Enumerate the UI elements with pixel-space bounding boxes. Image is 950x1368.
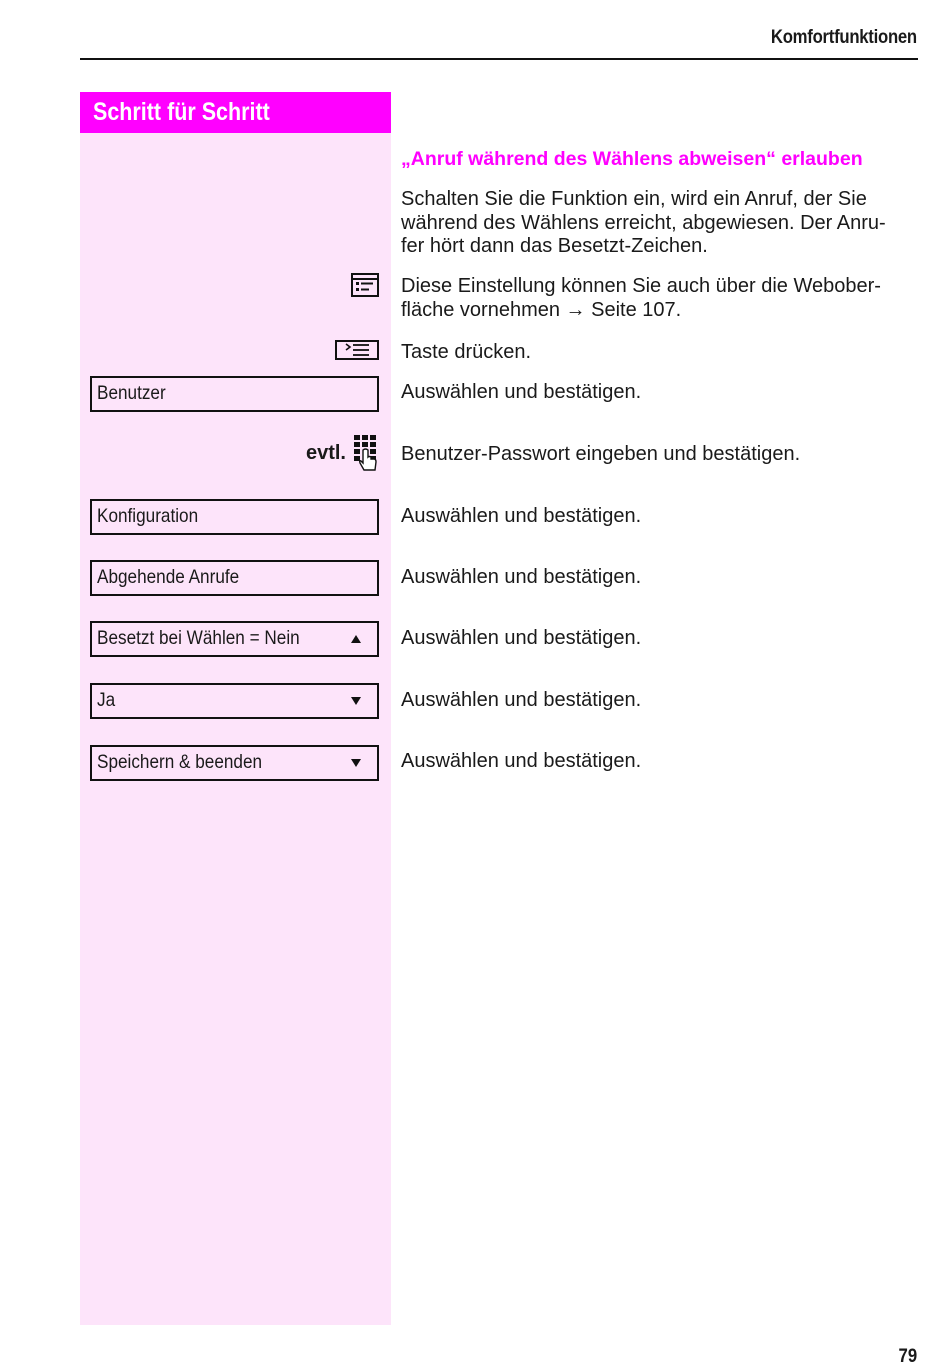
display-option-benutzer[interactable] <box>90 376 379 412</box>
header-title: Komfortfunktionen <box>771 27 917 48</box>
menu-key-icon[interactable] <box>335 340 379 360</box>
keypad-icon[interactable] <box>353 434 379 472</box>
step-text: Auswählen und bestätigen. <box>401 689 642 711</box>
step-text: Auswählen und bestätigen. <box>401 566 642 588</box>
arrow-down-icon <box>351 697 361 705</box>
display-option-label: Benutzer <box>97 382 166 404</box>
sidebar-banner <box>80 92 391 133</box>
step-text: Auswählen und bestätigen. <box>401 750 642 772</box>
display-option-label: Abgehende Anrufe <box>97 566 240 588</box>
optional-label: evtl. <box>305 442 346 464</box>
step-text: Taste drücken. <box>401 341 532 363</box>
display-option-label: Konfiguration <box>97 505 199 527</box>
arrow-up-icon <box>351 635 361 643</box>
sidebar-banner-label: Schritt für Schritt <box>93 98 270 126</box>
display-option-label: Besetzt bei Wählen = Nein <box>97 627 300 649</box>
display-option-label: Ja <box>97 689 116 711</box>
display-option-label: Speichern & beenden <box>97 751 263 773</box>
display-option-ja[interactable] <box>90 683 379 719</box>
section-title: „Anruf während des Wählens abweisen“ erlauben <box>401 148 863 170</box>
step-text: Auswählen und bestätigen. <box>401 505 642 527</box>
display-option-abgehende-anrufe[interactable] <box>90 560 379 596</box>
arrow-right-icon: → <box>565 298 586 321</box>
header-divider <box>80 58 918 60</box>
intro-line: fer hört dann das Besetzt-Zeichen. <box>401 235 708 257</box>
step-text: Benutzer-Passwort eingeben und bestätigen. <box>401 443 801 465</box>
web-note-line: Diese Einstellung können Sie auch über die Webober- <box>401 275 881 297</box>
step-text: Auswählen und bestätigen. <box>401 381 642 403</box>
web-note-line <box>401 299 921 323</box>
intro-line: während des Wählens erreicht, abgewiesen. Der Anru- <box>401 211 886 234</box>
display-option-speichern-beenden[interactable] <box>90 745 379 781</box>
page-number: 79 <box>898 1346 917 1367</box>
page-reference[interactable]: Seite 107. <box>585 298 682 321</box>
display-option-konfiguration[interactable] <box>90 499 379 535</box>
display-option-besetzt-bei-waehlen[interactable] <box>90 621 379 657</box>
section-intro <box>401 188 921 259</box>
intro-line: Schalten Sie die Funktion ein, wird ein Anruf, der Sie <box>401 188 867 210</box>
web-interface-icon <box>351 273 379 297</box>
arrow-down-icon <box>351 759 361 767</box>
web-note-text: fläche vornehmen <box>401 298 560 321</box>
web-note <box>401 275 921 322</box>
step-text: Auswählen und bestätigen. <box>401 627 642 649</box>
